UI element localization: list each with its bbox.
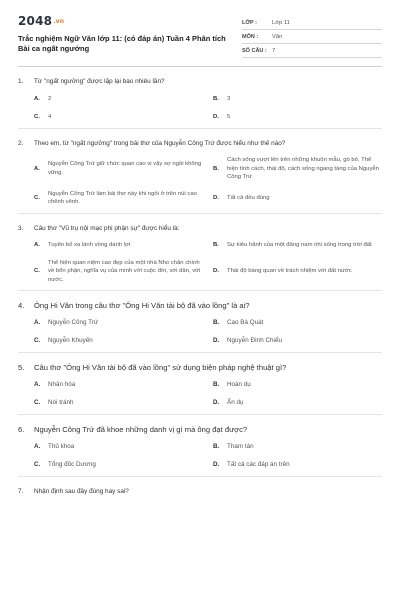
option-text: Thủ khoa bbox=[48, 442, 75, 450]
option-letter: A. bbox=[34, 442, 41, 450]
meta-value: Lớp 11 bbox=[272, 19, 290, 26]
option-b[interactable] bbox=[213, 241, 382, 251]
meta-value: Văn bbox=[272, 33, 283, 40]
option-letter: A. bbox=[34, 95, 40, 102]
options bbox=[18, 380, 382, 408]
option-letter: A. bbox=[34, 318, 41, 326]
question-number: 5. bbox=[18, 363, 25, 372]
option-text: Nói tránh bbox=[48, 398, 74, 406]
options bbox=[18, 241, 382, 285]
option-letter: D. bbox=[213, 194, 219, 201]
question-text bbox=[18, 301, 382, 310]
option-a[interactable] bbox=[34, 442, 203, 452]
option-b[interactable] bbox=[213, 318, 382, 328]
options bbox=[18, 156, 382, 207]
option-letter: A. bbox=[34, 165, 40, 172]
option-text: Tham tán bbox=[227, 442, 254, 450]
option-c[interactable] bbox=[34, 259, 203, 285]
meta-value: 7 bbox=[272, 47, 276, 54]
option-c[interactable] bbox=[34, 190, 203, 207]
header bbox=[0, 0, 400, 66]
option-b[interactable] bbox=[213, 156, 382, 182]
option-text: Nguyễn Công Trứ giữ chức quan cao vị vậy sợ ngồi không vững. bbox=[48, 161, 202, 176]
meta-label: LỚP : bbox=[242, 19, 257, 26]
option-text: Hoán dụ bbox=[227, 380, 251, 388]
option-a[interactable] bbox=[34, 94, 203, 104]
option-a[interactable] bbox=[34, 318, 203, 328]
question-7 bbox=[18, 477, 382, 502]
question-prompt: Theo em, từ "ngất ngưởng" trong bài thơ của Nguyễn Công Trứ được hiểu như thế nào? bbox=[34, 140, 286, 147]
question-1 bbox=[18, 67, 382, 129]
option-letter: B. bbox=[213, 380, 220, 388]
option-letter: B. bbox=[213, 442, 220, 450]
option-text: Ẩn dụ bbox=[227, 398, 244, 406]
option-letter: D. bbox=[213, 113, 219, 120]
question-6 bbox=[18, 415, 382, 477]
question-prompt: Nhận định sau đây đúng hay sai? bbox=[34, 488, 129, 495]
question-number: 2. bbox=[18, 140, 24, 147]
option-text: Thái độ bàng quan về trách nhiệm với đất nước bbox=[227, 268, 352, 274]
option-text: Nhân hóa bbox=[48, 380, 76, 388]
option-c[interactable] bbox=[34, 460, 203, 470]
option-text: Nguyễn Khuyến bbox=[48, 336, 93, 344]
question-2 bbox=[18, 129, 382, 214]
question-text bbox=[18, 224, 382, 233]
meta-label: SỐ CÂU : bbox=[242, 47, 267, 54]
option-text: 3 bbox=[227, 95, 231, 102]
option-text: 2 bbox=[48, 95, 52, 102]
option-c[interactable] bbox=[34, 336, 203, 346]
option-text: Nguyễn Công Trứ bbox=[48, 318, 99, 326]
question-text bbox=[18, 77, 382, 86]
question-text bbox=[18, 425, 382, 434]
option-letter: C. bbox=[34, 460, 41, 468]
question-prompt: Ông Hi Văn trong câu thơ "Ông Hi Văn tài bộ đã vào lồng" là ai? bbox=[34, 301, 250, 310]
option-d[interactable] bbox=[213, 190, 382, 207]
meta-row-class bbox=[242, 16, 382, 30]
question-prompt: Từ "ngất ngưởng" được lặp lại bao nhiêu lần? bbox=[34, 78, 165, 85]
option-text: 4 bbox=[48, 113, 52, 120]
meta-row-count bbox=[242, 44, 382, 58]
option-text: Tổng đốc Dương bbox=[48, 460, 96, 468]
question-prompt: Câu thơ "Ông Hi Văn tài bộ đã vào lồng" sử dụng biện pháp nghệ thuật gì? bbox=[34, 363, 287, 372]
option-text: Nguyễn Đình Chiểu bbox=[227, 336, 282, 344]
option-d[interactable] bbox=[213, 398, 382, 408]
question-list bbox=[0, 67, 400, 502]
options bbox=[18, 318, 382, 346]
option-a[interactable] bbox=[34, 380, 203, 390]
option-b[interactable] bbox=[213, 442, 382, 452]
option-letter: B. bbox=[213, 95, 219, 102]
option-d[interactable] bbox=[213, 112, 382, 122]
page-title: Trắc nghiệm Ngữ Văn lớp 11: (có đáp án) Tuần 4 Phân tích Bài ca ngất ngưởng bbox=[18, 34, 226, 53]
option-text: 5 bbox=[227, 113, 231, 120]
option-letter: B. bbox=[213, 318, 220, 326]
logo-suffix: .vn bbox=[53, 18, 65, 25]
question-number: 6. bbox=[18, 425, 25, 434]
option-b[interactable] bbox=[213, 380, 382, 390]
question-3 bbox=[18, 214, 382, 292]
question-text bbox=[18, 363, 382, 372]
option-a[interactable] bbox=[34, 156, 203, 182]
option-a[interactable] bbox=[34, 241, 203, 251]
option-d[interactable] bbox=[213, 460, 382, 470]
question-number: 7. bbox=[18, 488, 24, 495]
question-number: 1. bbox=[18, 78, 24, 85]
option-d[interactable] bbox=[213, 259, 382, 285]
question-number: 3. bbox=[18, 224, 24, 232]
option-letter: C. bbox=[34, 268, 40, 274]
option-c[interactable] bbox=[34, 398, 203, 408]
option-letter: D. bbox=[213, 398, 220, 406]
question-number: 4. bbox=[18, 301, 25, 310]
option-text: Cao Bá Quát bbox=[227, 318, 264, 326]
option-letter: A. bbox=[34, 380, 41, 388]
option-text: Thể hiện quan niệm cao đẹp của một nhà Nho chân chính về bổn phận, nghĩa vụ của mình với cuộc đời, với dân, với nước. bbox=[48, 259, 201, 283]
meta-row-subject bbox=[242, 30, 382, 44]
option-letter: C. bbox=[34, 113, 40, 120]
question-text bbox=[18, 139, 382, 148]
option-text: Tất cả các đáp án trên bbox=[227, 460, 290, 468]
option-letter: C. bbox=[34, 336, 41, 344]
question-text bbox=[18, 487, 382, 496]
options bbox=[18, 442, 382, 470]
option-text: Tuyên bố xa lánh vòng danh lợi bbox=[48, 242, 131, 249]
option-c[interactable] bbox=[34, 112, 203, 122]
option-b[interactable] bbox=[213, 94, 382, 104]
option-letter: D. bbox=[213, 460, 220, 468]
meta-label: MÔN : bbox=[242, 33, 259, 40]
question-4 bbox=[18, 291, 382, 353]
option-text: Sự kiêu hãnh của một đấng nam nhi sống trong trời đất bbox=[227, 242, 372, 249]
option-letter: A. bbox=[34, 242, 40, 249]
option-letter: C. bbox=[34, 194, 40, 201]
option-letter: B. bbox=[213, 165, 219, 172]
option-letter: B. bbox=[213, 242, 219, 249]
option-text: Tất cả đều đúng bbox=[227, 194, 270, 201]
logo-main: 2048 bbox=[18, 14, 53, 28]
option-text: Cách sống vượt lên trên những khuôn mẫu, gò bó. Thể hiện tính cách, thái độ, cách sống ngang tàng của Nguyễn Công Trứ bbox=[227, 157, 379, 180]
option-letter: C. bbox=[34, 398, 41, 406]
options bbox=[18, 94, 382, 122]
option-text: Nguyễn Công Trứ làm bài thơ này khi ngồi ở trên núi cao chênh vênh. bbox=[48, 190, 197, 205]
question-prompt: Câu thơ "Vũ trụ nội mạc phi phận sự" được hiểu là: bbox=[34, 224, 180, 232]
question-5 bbox=[18, 353, 382, 415]
option-d[interactable] bbox=[213, 336, 382, 346]
option-letter: D. bbox=[213, 268, 219, 274]
meta-panel bbox=[242, 16, 382, 58]
question-prompt: Nguyễn Công Trứ đã khoe những danh vị gì mà ông đạt được? bbox=[34, 425, 248, 434]
option-letter: D. bbox=[213, 336, 220, 344]
